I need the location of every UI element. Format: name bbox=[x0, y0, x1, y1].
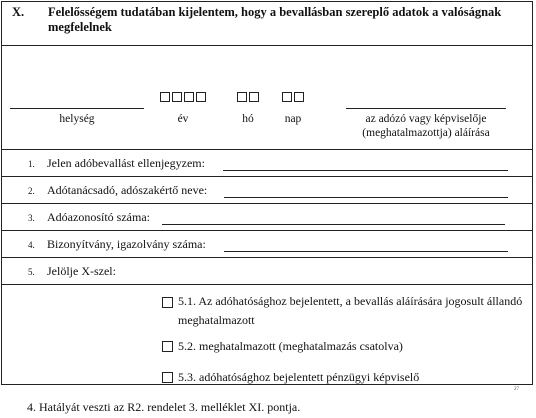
option-label-5-1: 5.1. Az adóhatósághoz bejelentett, a bevallás aláírására jogosult állandó meghatalmazott bbox=[178, 294, 523, 327]
month-digit-box[interactable] bbox=[237, 92, 247, 102]
month-label: hó bbox=[242, 113, 254, 125]
option-label-5-2: 5.2. meghatalmazott (meghatalmazás csatolva) bbox=[178, 339, 403, 353]
item-label: Adóazonosító száma: bbox=[47, 210, 150, 224]
place-line[interactable] bbox=[10, 108, 144, 109]
item-row-2 bbox=[2, 176, 532, 203]
option-checkbox-5-1[interactable] bbox=[162, 297, 173, 308]
place-label: helység bbox=[59, 113, 95, 125]
item-number: 5. bbox=[28, 267, 35, 277]
footnote: 4. Hatályát veszti az R2. rendelet 3. melléklet XI. pontja. bbox=[27, 400, 301, 414]
option-checkbox-5-2[interactable] bbox=[162, 341, 173, 352]
item-number: 2. bbox=[28, 186, 35, 196]
item-row-4 bbox=[2, 230, 532, 257]
countersign-field[interactable] bbox=[223, 170, 508, 171]
declaration-form bbox=[1, 1, 533, 385]
signature-row bbox=[2, 45, 532, 149]
year-digit-box[interactable] bbox=[184, 92, 194, 102]
advisor-name-field[interactable] bbox=[224, 197, 508, 198]
day-digit-box[interactable] bbox=[282, 92, 292, 102]
item-number: 4. bbox=[28, 240, 35, 250]
item-row-5 bbox=[2, 257, 532, 284]
item-label: Jelölje X-szel: bbox=[47, 264, 116, 278]
item-label: Adótanácsadó, adószakértő neve: bbox=[47, 183, 208, 197]
option-label-5-3: 5.3. adóhatósághoz bejelentett pénzügyi képviselő bbox=[178, 370, 420, 384]
item-label: Bizonyítvány, igazolvány száma: bbox=[47, 237, 206, 251]
section-number: X. bbox=[12, 5, 25, 19]
section-title: Felelősségem tudatában kijelentem, hogy a bevallásban szereplő adatok a valóságnak megfelelnek bbox=[48, 5, 502, 34]
item-number: 3. bbox=[28, 213, 35, 223]
tax-id-field[interactable] bbox=[162, 224, 505, 225]
item-number: 1. bbox=[28, 159, 35, 169]
year-label: év bbox=[177, 113, 189, 125]
option-checkbox-5-3[interactable] bbox=[162, 372, 173, 383]
signer-label: az adózó vagy képviselője (meghatalmazottja) aláírása bbox=[362, 113, 490, 139]
options-block bbox=[2, 284, 532, 384]
item-row-3 bbox=[2, 203, 532, 230]
year-digit-box[interactable] bbox=[160, 92, 170, 102]
item-row-1 bbox=[2, 149, 532, 176]
year-digit-box[interactable] bbox=[172, 92, 182, 102]
year-digit-box[interactable] bbox=[196, 92, 206, 102]
certificate-number-field[interactable] bbox=[224, 251, 508, 252]
signature-line[interactable] bbox=[346, 108, 506, 109]
month-digit-box[interactable] bbox=[249, 92, 259, 102]
page-number: 27 bbox=[514, 387, 519, 392]
item-label: Jelen adóbevallást ellenjegyzem: bbox=[47, 156, 205, 170]
day-label: nap bbox=[284, 113, 302, 125]
day-digit-box[interactable] bbox=[294, 92, 304, 102]
